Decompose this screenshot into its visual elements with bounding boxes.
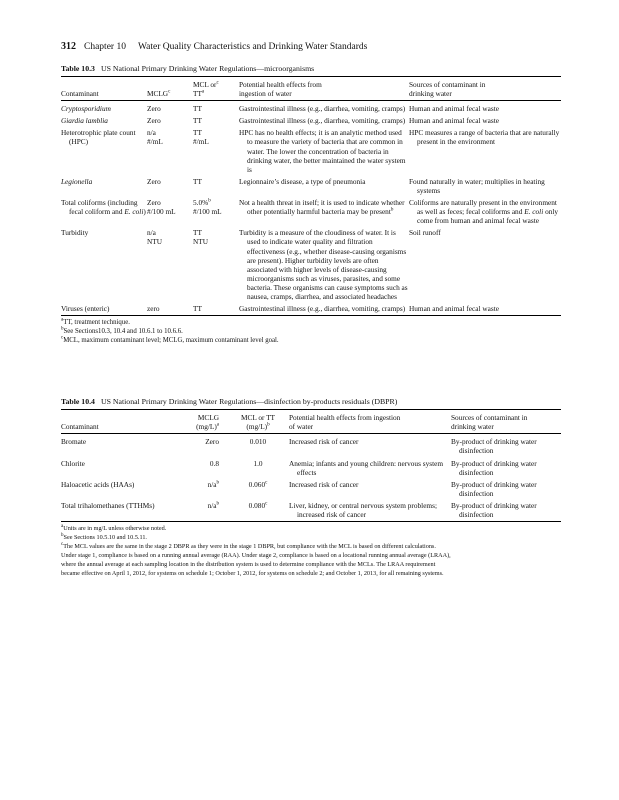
col-mclg: MCLG$^c$ — [147, 89, 171, 99]
table-title: US National Primary Drinking Water Regulations—microorganisms — [100, 64, 315, 73]
footnote: where the annual average at each sampling location in the distribution system is used to determine compliance with the MCLs. The LRAA requirement — [61, 561, 436, 569]
footnote: $^c$The MCL values are the same in the stage 2 DBPR as they were in the stage 1 DBPR, but compliance with the MCL is based on different calculations. — [61, 542, 436, 551]
table-10-3-caption — [61, 64, 561, 74]
table-row: Cryptosporidium Zero TT Gastrointestinal illness (e.g., diarrhea, vomiting, cramps) Human and animal fecal waste — [61, 104, 499, 114]
col-health: Potential health effects from ingestion of water — [289, 413, 401, 432]
chapter-label: Chapter 10 — [84, 42, 126, 52]
running-header — [61, 40, 561, 54]
table-row: Heterotrophic plate count (HPC) n/a #/mL TT #/mL HPC has no health effects; it is an analytic method used to measure the variety of bacteria that are common in water. The lower the concentration of bacteria in drinking water, the better maintained the water system is HPC measures a range of bacteria that are naturally present in the environment — [61, 128, 560, 174]
col-mcl: MCL or TT $(mg/L)^b$ — [240, 413, 276, 432]
col-mcl: MCL $or^c$ $TT^a$ — [193, 80, 219, 99]
page-number: 312 — [61, 41, 76, 52]
table-title: US National Primary Drinking Water Regulations—disinfection by-products residuals (DBPR) — [100, 397, 398, 407]
table-header-row — [61, 77, 561, 101]
page — [61, 40, 561, 578]
table-row: Bromate Zero 0.010 Increased risk of cancer By-product of drinking water disinfection — [61, 437, 537, 456]
col-source: Sources of contaminant in drinking water — [451, 413, 528, 432]
table-row: Total coliforms (including fecal coliform and E. coli) Zero #/100 mL 5.0%$^b$ #/100 mL Not a health threat in itself; it is used to indicate whether other potentially harmful bacteria may be present$^b$ Coliforms are naturally present in the environment as well as feces; fecal coliforms and E. coli only come from human and animal fecal waste — [61, 198, 559, 226]
table-10-3-footnotes — [61, 318, 561, 345]
footnote: $^b$See Sections 10.5.10 and 10.5.11. — [61, 533, 147, 542]
table-row: Turbidity n/a NTU TT NTU Turbidity is a measure of the cloudiness of water. It is used to indicate water quality and filtration effectiveness (e.g., whether disease-causing organisms are present). Higher turbidity levels are often associated with higher levels of disease-causing microorganisms such as viruses, parasites, and some bacteria. These organisms can cause symptoms such as nausea, cramps, diarrhea, and associated headaches Soil runoff — [61, 228, 441, 301]
footnote: $^a$TT, treatment technique. — [61, 317, 130, 327]
footnote: became effective on April 1, 2012, for systems on schedule 1; October 1, 2012, for systems on schedule 2; and October 1, 2013, for all remaining systems. — [61, 570, 444, 578]
table-label: Table 10.4 — [61, 397, 95, 407]
table-10-4-caption — [61, 397, 561, 407]
table-label: Table 10.3 — [61, 64, 95, 73]
table-row: Legionella Zero TT Legionnaire’s disease, a type of pneumonia Found naturally in water; multiplies in heating systems — [61, 176, 545, 195]
table-row: Giardia lamblia Zero TT Gastrointestinal illness (e.g., diarrhea, vomiting, cramps) Human and animal fecal waste — [61, 116, 499, 126]
col-source: Sources of contaminant in drinking water — [409, 80, 486, 99]
table-header-row — [61, 410, 561, 434]
footnote: Under stage 1, compliance is based on a running annual average (RAA). Under stage 2, compliance is based on a locational running annual average (LRAA), — [61, 552, 451, 560]
footnote: $^c$MCL, maximum contaminant level; MCLG, maximum contaminant level goal. — [61, 335, 279, 345]
col-health: Potential health effects from ingestion of water — [239, 80, 322, 99]
chapter-title: Water Quality Characteristics and Drinking Water Standards — [137, 42, 368, 52]
col-mclg: MCLG $(mg/L)^a$ — [196, 413, 219, 432]
table-10-4 — [61, 409, 561, 522]
col-contaminant: Contaminant — [61, 89, 99, 99]
table-10-3 — [61, 76, 561, 316]
footnote: $^b$See Sections10.3, 10.4 and 10.6.1 to 10.6.6. — [61, 326, 183, 336]
col-contaminant: Contaminant — [61, 422, 99, 432]
table-row: Haloacetic acids (HAAs) $n/a^b$ 0.060$^c$ Increased risk of cancer By-product of drinking water disinfection — [61, 479, 537, 498]
table-row: Total trihalomethanes (TTHMs) $n/a^b$ 0.080$^c$ Liver, kidney, or central nervous system problems; increased risk of cancer By-product of drinking water disinfection — [61, 498, 561, 522]
table-10-4-footnotes — [61, 524, 561, 578]
table-row: Viruses (enteric) zero TT Gastrointestinal illness (e.g., diarrhea, vomiting, cramps) Human and animal fecal waste — [61, 301, 561, 316]
footnote: $^a$Units are in mg/L unless otherwise noted. — [61, 524, 167, 533]
table-row: Chlorite 0.8 1.0 Anemia; infants and young children: nervous system effects By-product of drinking water disinfection — [61, 458, 537, 477]
